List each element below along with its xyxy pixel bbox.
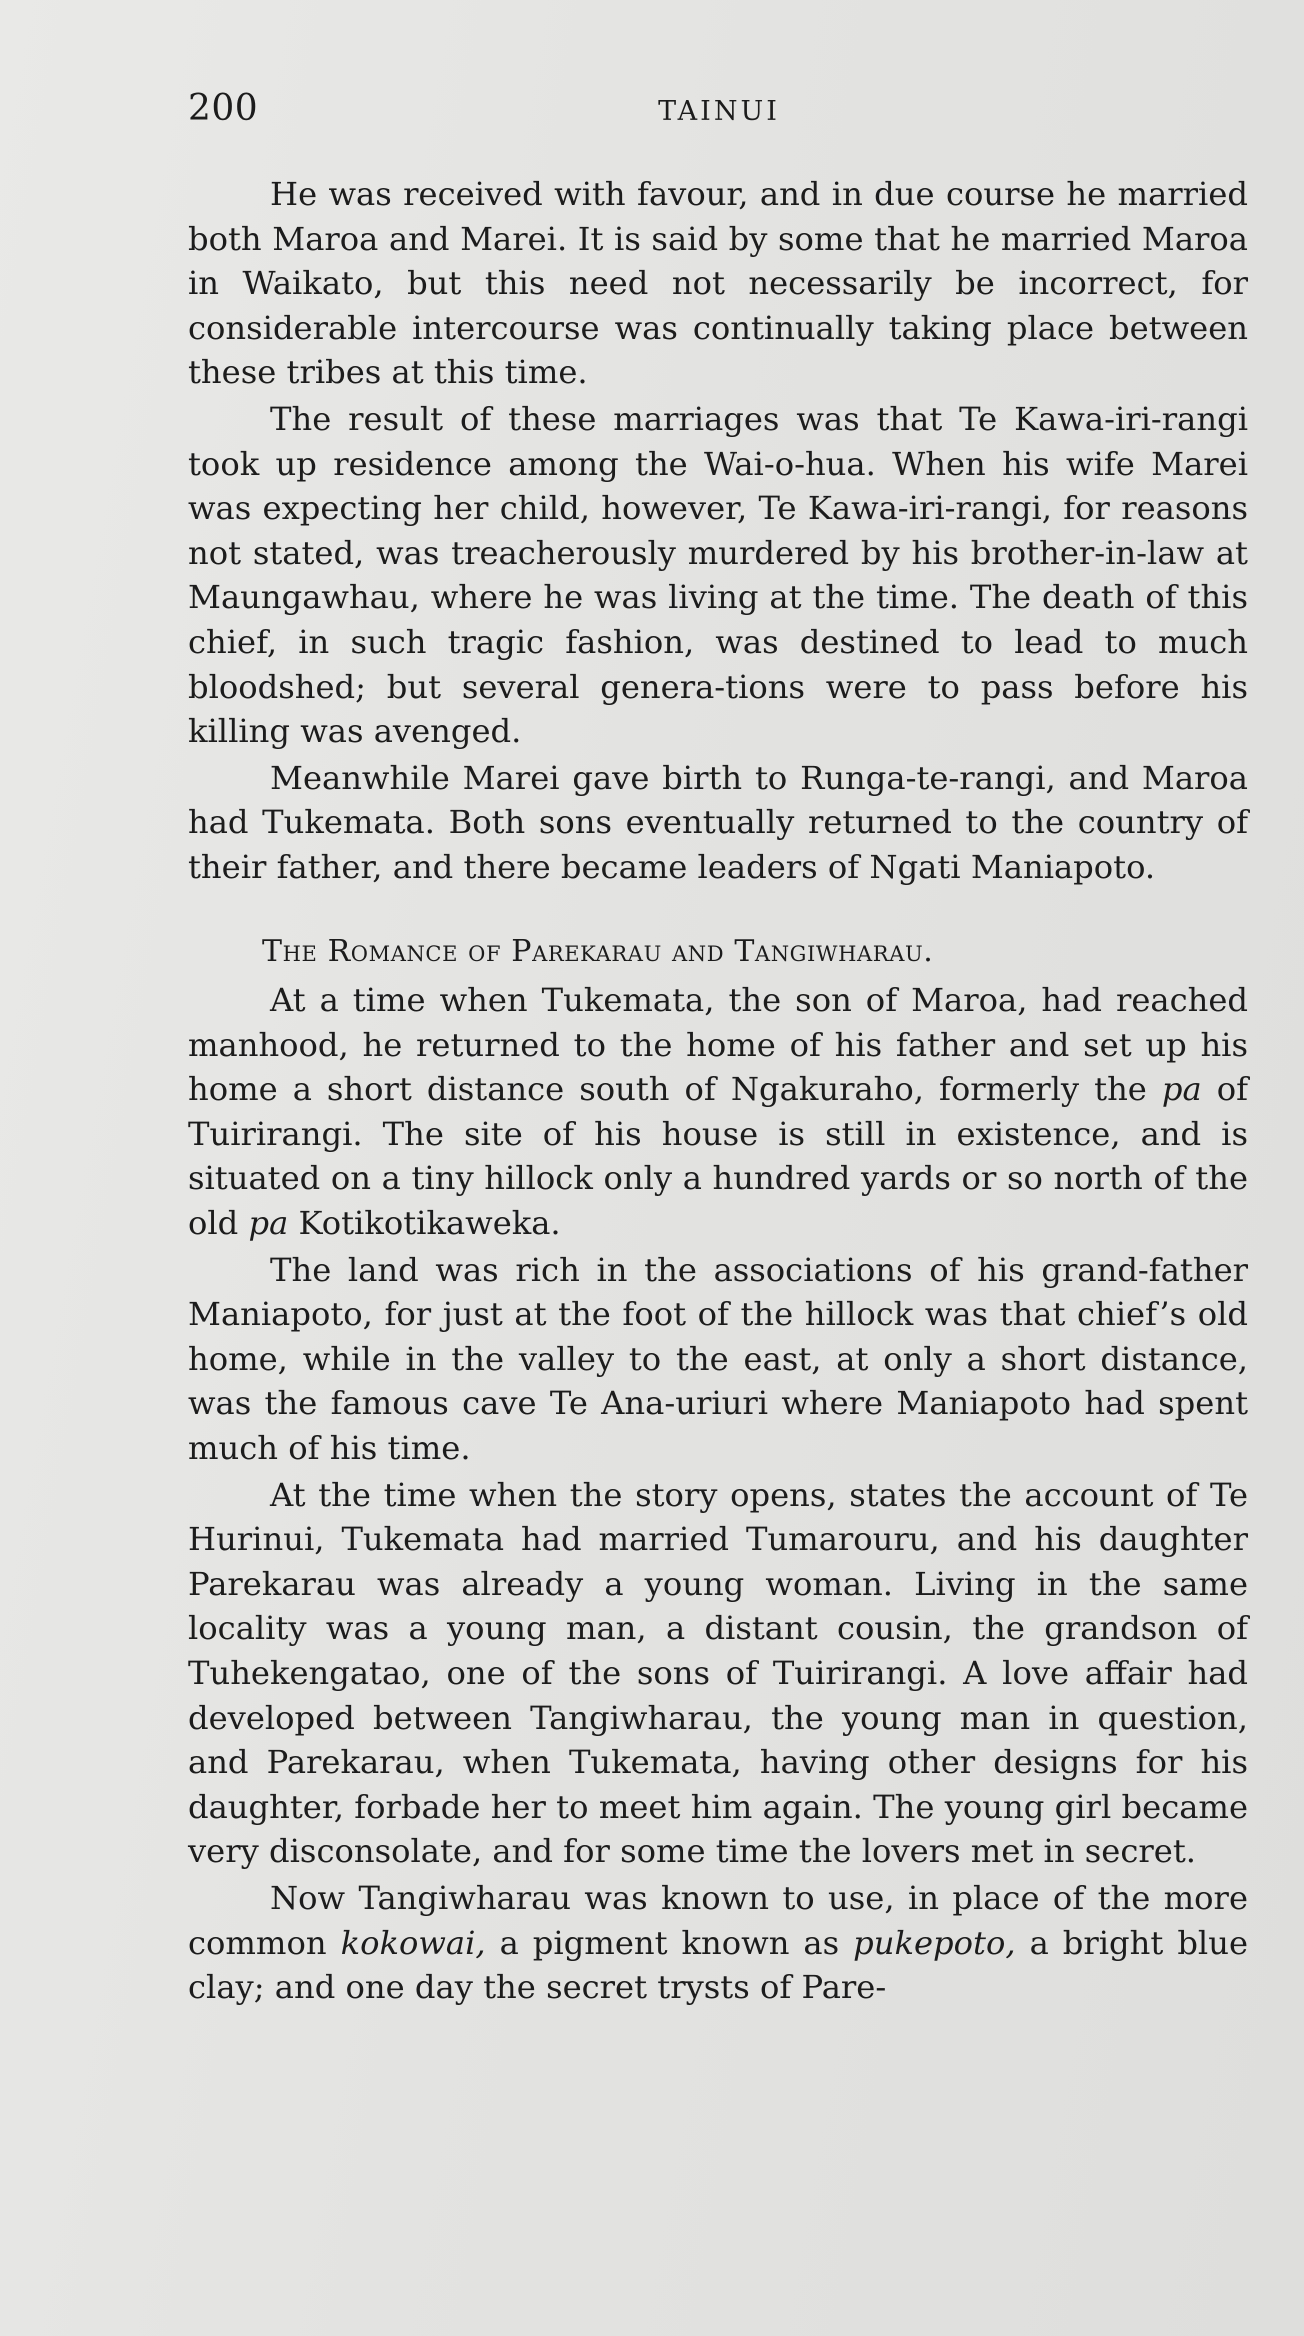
paragraph-text: He was received with favour, and in due course he married both Maroa and Marei. It is said by some that he married Maroa in Waikato, but this need not necessarily be incorrect, for considerable intercourse was continually taking place between these tribes at this time. [188, 175, 1248, 392]
paragraph-text: a bright blue clay; and one day the secret trysts of Pare- [188, 1923, 1249, 2007]
paragraph-text: of Tuirirangi. The site of his house is still in existence, and is situated on a tiny hillock only a hundred yards or so north of the old [188, 1070, 1248, 1243]
paragraph [188, 1248, 1248, 1471]
paragraph-text: The land was rich in the associations of his grand-father Maniapoto, for just at the foot of the hillock was that chief’s old home, while in the valley to the east, at only a short distance, was the famous cave Te Ana-uriuri where Maniapoto had spent much of his time. [188, 1250, 1248, 1468]
paragraph [188, 978, 1248, 1246]
italic-term: pa [248, 1204, 289, 1243]
paragraph [188, 1473, 1248, 1874]
running-title: TAINUI [658, 96, 780, 127]
paragraph-text: Meanwhile Marei gave birth to Runga-te-rangi, and Maroa had Tukemata. Both sons eventually returned to the country of their father, and there became leaders of Ngati Maniapoto. [188, 758, 1248, 886]
paragraph-text: a pigment known as [485, 1923, 854, 1962]
italic-term: kokowai, [340, 1923, 486, 1962]
italic-term: pukepoto, [853, 1923, 1016, 1962]
section-heading: The Romance of Parekarau and Tangiwharau. [262, 933, 934, 969]
paragraph-text: Now Tangiwharau was known to use, in place of the more common [188, 1878, 1248, 1962]
paragraph [188, 172, 1248, 395]
page-number: 200 [188, 88, 259, 129]
paragraph-text: At the time when the story opens, states the account of Te Hurinui, Tukemata had married Tumarouru, and his daughter Parekarau was already a young woman. Living in the same locality was a young man, a distant cousin, the grandson of Tuhekengatao, one of the sons of Tuirirangi. A love affair had developed between Tangiwharau, the young man in question, and Parekarau, when Tukemata, having other designs for his daughter, forbade her to meet him again. The young girl became very disconsolate, and for some time the lovers met in secret. [188, 1475, 1248, 1871]
paragraph [188, 756, 1248, 890]
running-head [188, 88, 1250, 138]
italic-term: pa [1161, 1070, 1202, 1109]
body-text [188, 172, 1248, 2010]
paragraph [188, 397, 1248, 754]
paragraph-text: At a time when Tukemata, the son of Maroa, had reached manhood, he returned to the home of his father and set up his home a short distance south of Ngakuraho, formerly the [188, 981, 1248, 1109]
paragraph-text: Kotikotikaweka. [288, 1204, 561, 1243]
paragraph-text: The result of these marriages was that Te Kawa-iri-rangi took up residence among the Wai-o-hua. When his wife Marei was expecting her child, however, Te Kawa-iri-rangi, for reasons not stated, was treacherously murdered by his brother-in-law at Maungawhau, where he was living at the time. The death of this chief, in such tragic fashion, was destined to lead to much bloodshed; but several genera-tions were to pass before his killing was avenged. [188, 399, 1248, 751]
paragraph [188, 1876, 1248, 2010]
